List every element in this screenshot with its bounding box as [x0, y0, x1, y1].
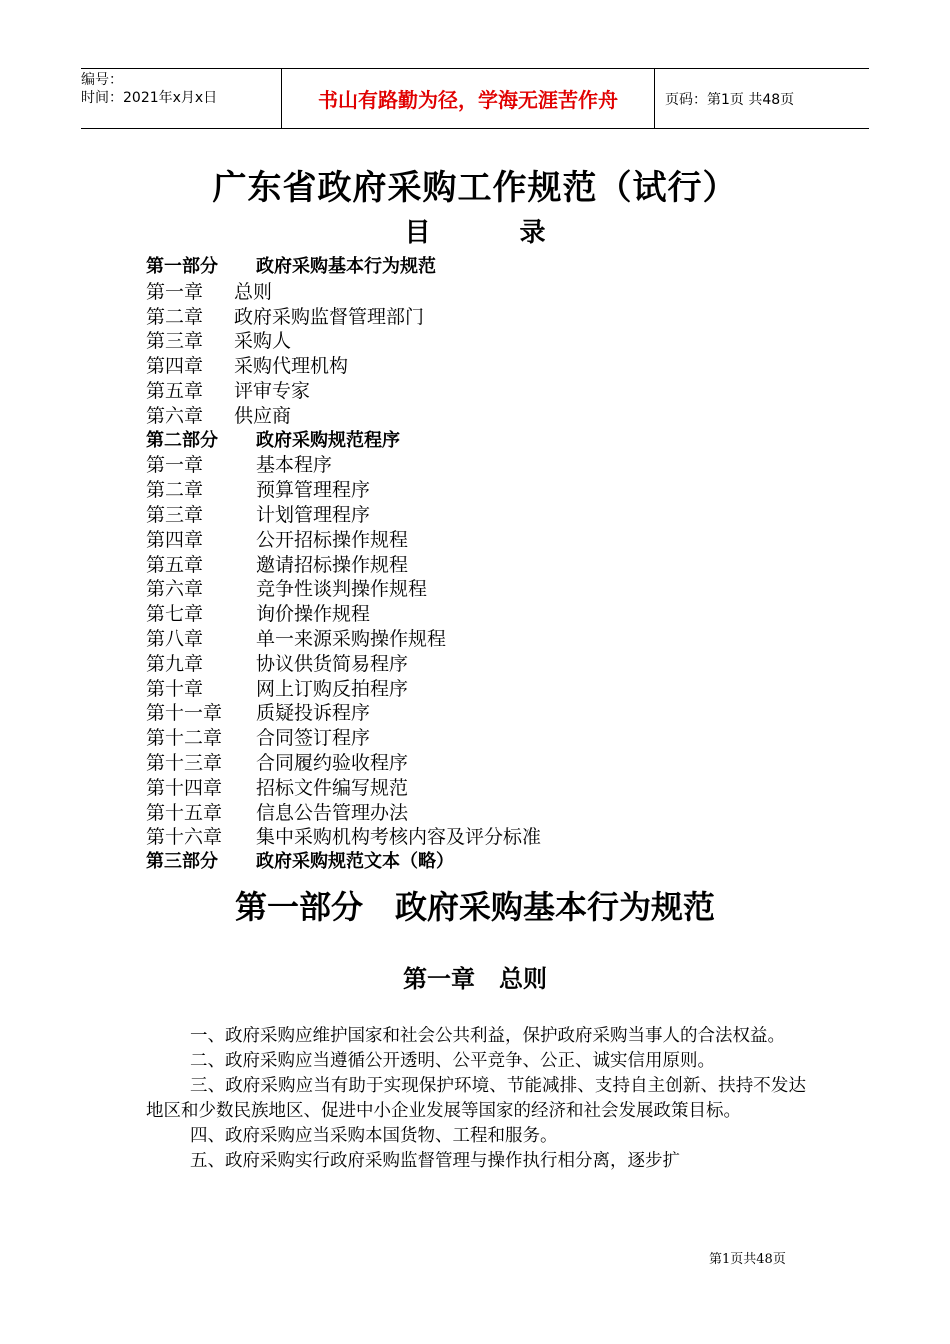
toc-entry-text: 竞争性谈判操作规程	[256, 578, 428, 601]
part-heading: 第一部分 政府采购基本行为规范	[234, 888, 715, 926]
toc-entry-text: 询价操作规程	[256, 603, 371, 626]
toc-entry-text: 总则	[234, 280, 273, 303]
toc-entry-label: 第二章	[146, 305, 204, 328]
toc-chapter-entry	[146, 404, 541, 429]
time-label: 时间：2021年x月x日	[81, 90, 218, 106]
body-paragraph: 四、政府采购应当采购本国货物、工程和服务。	[190, 1126, 558, 1146]
toc-entry-text: 合同签订程序	[256, 727, 371, 750]
toc-entry-label: 第三部分	[146, 851, 218, 873]
toc-chapter-entry	[146, 503, 541, 528]
toc-entry-label: 第三章	[146, 503, 204, 526]
toc-entry-label: 第三章	[146, 330, 204, 353]
toc-chapter-entry	[146, 776, 541, 801]
toc-entry-text: 评审专家	[234, 379, 311, 402]
toc-chapter-entry	[146, 453, 541, 478]
toc-chapter-entry	[146, 553, 541, 578]
toc-chapter-entry	[146, 726, 541, 751]
toc-entry-text: 政府采购规范程序	[256, 429, 400, 451]
toc-chapter-entry	[146, 478, 541, 503]
toc-entry-text: 集中采购机构考核内容及评分标准	[256, 826, 542, 849]
toc-part-entry	[146, 850, 541, 875]
toc-entry-label: 第二部分	[146, 429, 218, 451]
toc-entry-label: 第七章	[146, 603, 204, 626]
toc-entry-label: 第十三章	[146, 751, 223, 774]
toc-entry-text: 供应商	[234, 404, 292, 427]
toc-chapter-entry	[146, 701, 541, 726]
document-title: 广东省政府采购工作规范（试行）	[212, 168, 738, 208]
toc-entry-label: 第五章	[146, 553, 204, 576]
toc-chapter-entry	[146, 577, 541, 602]
toc-entry-text: 网上订购反拍程序	[256, 677, 409, 700]
toc-entry-text: 单一来源采购操作规程	[256, 627, 447, 650]
toc-chapter-entry	[146, 305, 541, 330]
toc-entry-label: 第十一章	[146, 702, 223, 725]
toc-entry-label: 第一章	[146, 280, 204, 303]
toc-entry-text: 政府采购监督管理部门	[234, 305, 425, 328]
toc-entry-text: 政府采购规范文本（略）	[256, 851, 454, 873]
chapter-heading: 第一章 总则	[403, 965, 547, 993]
toc-chapter-entry	[146, 602, 541, 627]
toc-entry-label: 第十四章	[146, 776, 223, 799]
body-paragraph: 三、政府采购应当有助于实现保护环境、节能减排、支持自主创新、扶持不发达地区和少数民族地区、促进中小企业发展等国家的经济和社会发展政策目标。	[146, 1076, 806, 1121]
body-paragraph: 一、政府采购应维护国家和社会公共利益，保护政府采购当事人的合法权益。	[190, 1026, 785, 1046]
toc-chapter-entry	[146, 801, 541, 826]
toc-chapter-entry	[146, 652, 541, 677]
toc-entry-text: 政府采购基本行为规范	[256, 256, 436, 277]
toc-entry-label: 第一章	[146, 454, 204, 477]
toc-entry-text: 计划管理程序	[256, 503, 371, 526]
toc-chapter-entry	[146, 677, 541, 702]
toc-entry-label: 第四章	[146, 355, 204, 378]
toc-entry-label: 第二章	[146, 479, 204, 502]
toc-entry-label: 第四章	[146, 528, 204, 551]
toc-entry-label: 第十六章	[146, 826, 223, 849]
toc-entry-text: 预算管理程序	[256, 479, 371, 502]
toc-chapter-entry	[146, 329, 541, 354]
toc-chapter-entry	[146, 280, 541, 305]
toc-entry-text: 信息公告管理办法	[256, 801, 409, 824]
toc-entry-text: 协议供货简易程序	[256, 652, 409, 675]
toc-chapter-entry	[146, 825, 541, 850]
toc-entry-text: 采购人	[234, 330, 292, 353]
toc-entry-label: 第九章	[146, 652, 204, 675]
body-paragraph: 二、政府采购应当遵循公开透明、公平竞争、公正、诚实信用原则。	[190, 1051, 715, 1071]
toc-entry-label: 第十二章	[146, 727, 223, 750]
table-of-contents	[146, 255, 541, 875]
toc-entry-label: 第十五章	[146, 801, 223, 824]
toc-entry-label: 第五章	[146, 379, 204, 402]
toc-chapter-entry	[146, 379, 541, 404]
toc-title: 目 录	[404, 218, 586, 248]
header-page-info: 页码：第1页 共48页	[665, 91, 795, 108]
page-header	[81, 68, 869, 129]
header-motto: 书山有路勤为径，学海无涯苦作舟	[281, 69, 655, 128]
toc-chapter-entry	[146, 751, 541, 776]
toc-entry-text: 基本程序	[256, 454, 333, 477]
body-paragraph: 五、政府采购实行政府采购监督管理与操作执行相分离，逐步扩	[190, 1151, 680, 1171]
toc-entry-label: 第六章	[146, 578, 204, 601]
toc-entry-text: 采购代理机构	[234, 355, 349, 378]
header-meta	[81, 69, 281, 128]
number-label: 编号：	[81, 72, 123, 88]
toc-entry-text: 质疑投诉程序	[256, 702, 371, 725]
body-text	[146, 1024, 806, 1174]
toc-entry-text: 邀请招标操作规程	[256, 553, 409, 576]
toc-chapter-entry	[146, 627, 541, 652]
toc-entry-label: 第一部分	[146, 256, 218, 277]
toc-entry-text: 招标文件编写规范	[256, 776, 409, 799]
toc-chapter-entry	[146, 528, 541, 553]
toc-entry-text: 合同履约验收程序	[256, 751, 409, 774]
page-footer: 第1页共48页	[709, 1252, 786, 1267]
toc-part-entry	[146, 255, 541, 280]
toc-entry-label: 第六章	[146, 404, 204, 427]
toc-entry-label: 第十章	[146, 677, 204, 700]
toc-chapter-entry	[146, 354, 541, 379]
toc-entry-text: 公开招标操作规程	[256, 528, 409, 551]
toc-entry-label: 第八章	[146, 627, 204, 650]
toc-part-entry	[146, 429, 541, 454]
